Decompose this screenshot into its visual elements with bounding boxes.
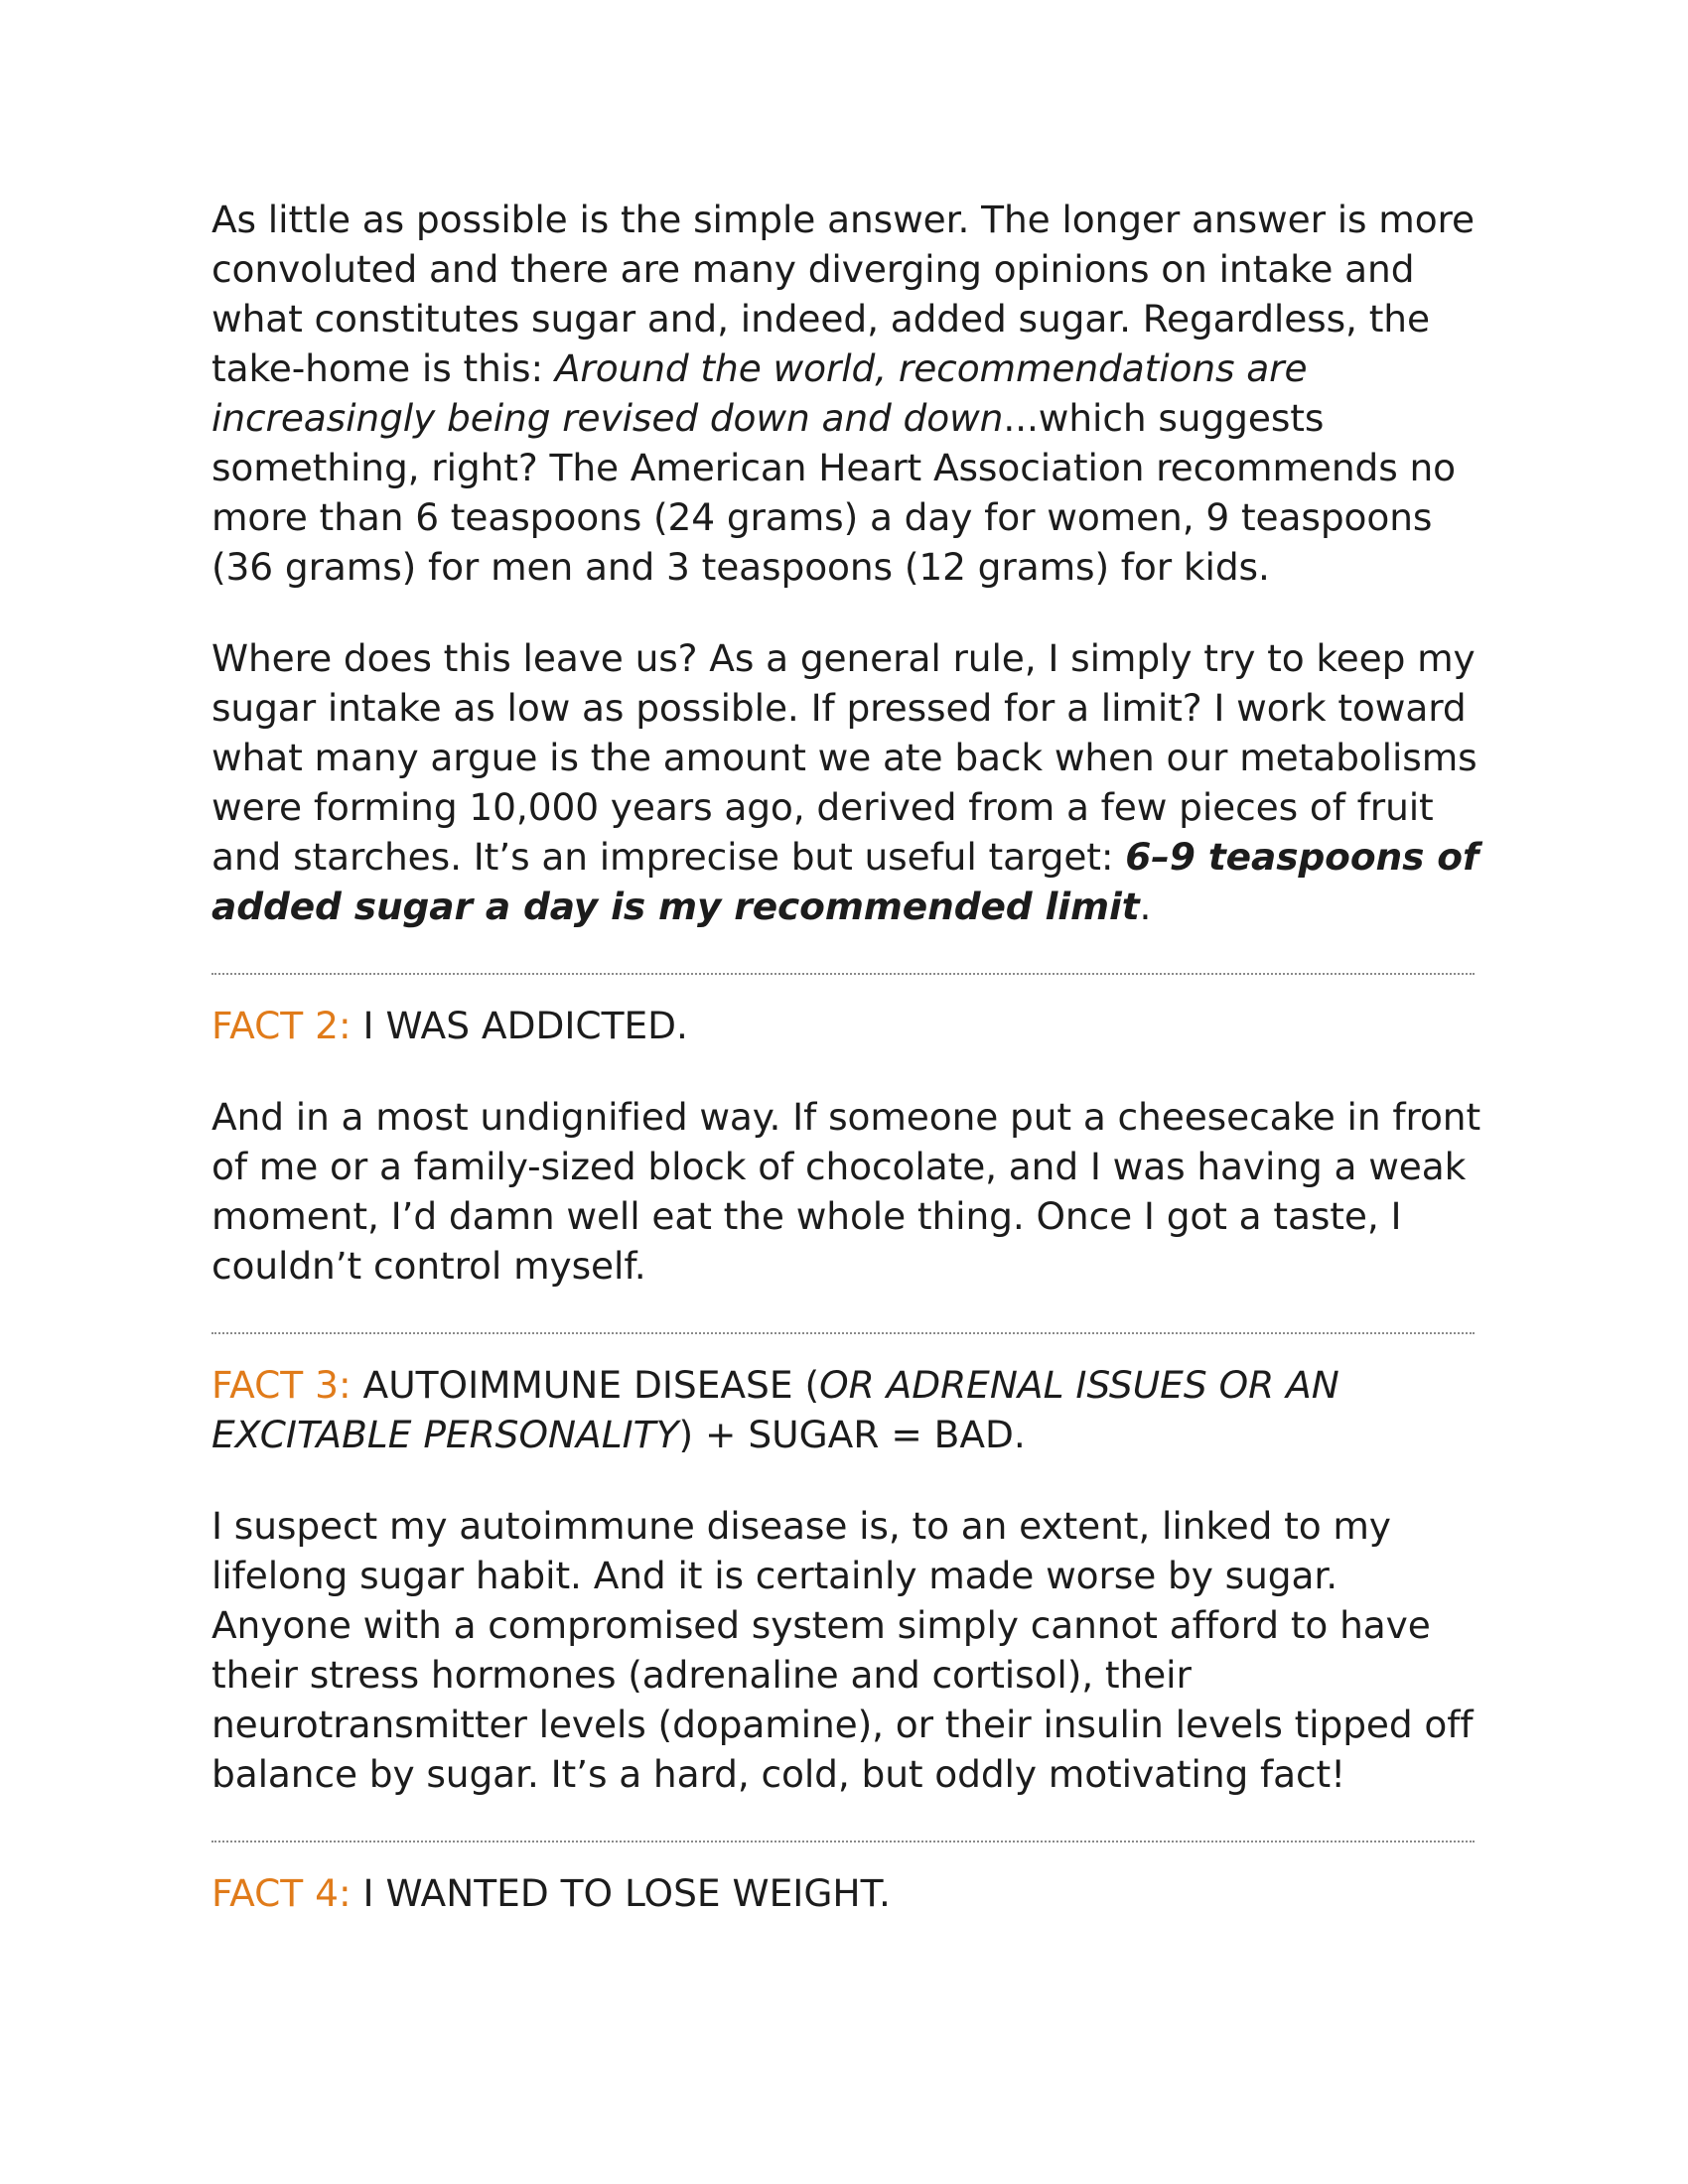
fact-3-title-start: AUTOIMMUNE DISEASE (: [362, 1363, 820, 1407]
intro-text-end: ...which suggests something, right? The American Heart Association recommends no more than 6 teaspoons (24 grams) a day for women, 9 teaspoons (36 grams) for men and 3 teaspoons (12 grams) for kids.: [211, 396, 1456, 589]
intro-paragraph: [211, 195, 1482, 592]
page-content: [211, 195, 1482, 1918]
fact-3-title-end: ) + SUGAR = BAD.: [678, 1413, 1026, 1456]
fact-4-heading: [211, 1868, 1482, 1918]
fact-2-label: FACT 2:: [211, 1004, 352, 1047]
fact-2-heading: [211, 1001, 1482, 1050]
fact-2-body: And in a most undignified way. If someone put a cheesecake in front of me or a family-sized block of chocolate, and I was having a weak moment, I’d damn well eat the whole thing. Once I got a taste, I couldn’t control myself.: [211, 1095, 1481, 1288]
limit-text-end: .: [1139, 885, 1152, 928]
fact-3-label: FACT 3:: [211, 1363, 352, 1407]
fact-3-title-italic: OR ADRENAL ISSUES OR AN EXCITABLE PERSONALITY: [211, 1363, 1339, 1456]
intro-italic: Around the world, recommendations are increasingly being revised down and down: [211, 346, 1308, 440]
limit-emphasis: 6–9 teaspoons of added sugar a day is my recommended limit: [211, 835, 1479, 928]
limit-text-start: Where does this leave us? As a general rule, I simply try to keep my sugar intake as low as possible. If pressed for a limit? I work toward what many argue is the amount we ate back when our metabolisms were forming 10,000 years ago, derived from a few pieces of fruit and starches. It’s an imprecise but useful target:: [211, 636, 1477, 879]
section-divider: [211, 1841, 1475, 1843]
section-divider: [211, 1332, 1475, 1334]
fact-2-title: I WAS ADDICTED.: [362, 1004, 688, 1047]
section-divider: [211, 973, 1475, 975]
fact-4-title: I WANTED TO LOSE WEIGHT.: [362, 1871, 891, 1915]
fact-3-body: I suspect my autoimmune disease is, to an extent, linked to my lifelong sugar habit. And it is certainly made worse by sugar. Anyone with a compromised system simply cannot afford to have their stress hormones (adrenaline and cortisol), their neurotransmitter levels (dopamine), or their insulin levels tipped off balance by sugar. It’s a hard, cold, but oddly motivating fact!: [211, 1504, 1474, 1796]
intro-text-start: As little as possible is the simple answer. The longer answer is more convoluted and there are many diverging opinions on intake and what constitutes sugar and, indeed, added sugar. Regardless, the take-home is this:: [211, 198, 1476, 390]
fact-3-heading: [211, 1360, 1482, 1459]
fact-4-label: FACT 4:: [211, 1871, 352, 1915]
limit-paragraph: [211, 633, 1482, 931]
